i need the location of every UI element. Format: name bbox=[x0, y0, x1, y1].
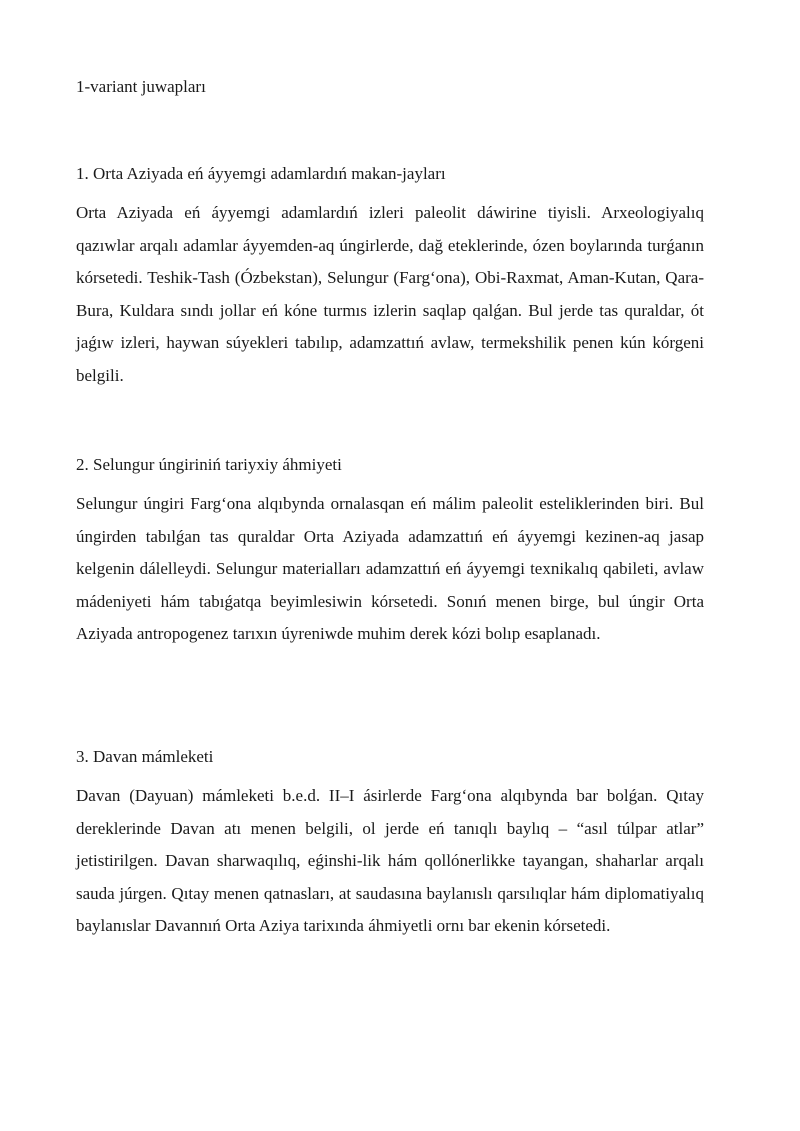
section-heading: 3. Davan mámleketi bbox=[76, 747, 214, 766]
section-paragraph: Davan (Dayuan) mámleketi b.e.d. II–I ásirlerde Farg‘ona alqıbynda bar bolǵan. Qıtay dereklerinde Davan atı menen belgili, ol jerde eń tanıqlı baylıq – “asıl túlpar atlar” jetistirilgen. Davan sharwaqılıq, eǵinshi-lik hám qollónerlikke tayangan, shaharlar arqalı sauda júrgen. Qıtay menen qatnasları, at saudasına baylanıslı qarsılıqlar hám diplomatiyalıq baylanıslar Davannıń Orta Aziya tarixında áhmiyetli ornı bar ekenin kórsetedi. bbox=[76, 786, 704, 936]
section-davan bbox=[76, 746, 704, 943]
section-makan-jaylari bbox=[76, 163, 704, 393]
section-heading: 2. Selungur úngiriniń tariyxiy áhmiyeti bbox=[76, 455, 342, 474]
section-paragraph: Selungur úngiri Farg‘ona alqıbynda ornalasqan eń málim paleolit esteliklerinden biri. Bul úngirden tabılǵan tas quraldar Orta Aziyada adamzattıń eń áyyemgi kezinen-aq jasap kelgenin dálelleydi. Selungur materialları adamzattıń eń áyyemgi texnikalıq qabileti, avlaw mádeniyeti hám tabıǵatqa beyimlesiwin kórsetedi. Sonıń menen birge, bul úngir Orta Aziyada antropogenez tarıxın úyreniwde muhim derek kózi bolıp esaplanadı. bbox=[76, 494, 704, 644]
document-title: 1-variant juwapları bbox=[76, 77, 206, 96]
section-selungur bbox=[76, 454, 704, 651]
section-heading: 1. Orta Aziyada eń áyyemgi adamlardıń makan-jayları bbox=[76, 164, 446, 183]
section-paragraph: Orta Aziyada eń áyyemgi adamlardıń izleri paleolit dáwirine tiyisli. Arxeologiyalıq qazıwlar arqalı adamlar áyyemden-aq úngirlerde, dağ eteklerinde, ózen boylarında turǵanın kórsetedi. Teshik-Tash (Ózbekstan), Selungur (Farg‘ona), Obi-Raxmat, Aman-Kutan, Qara-Bura, Kuldara sındı jollar eń kóne turmıs izlerin saqlap qalǵan. Bul jerde tas quraldar, ót jaǵıw izleri, haywan súyekleri tabılıp, adamzattıń avlaw, termekshilik penen kún kórgeni belgili. bbox=[76, 203, 704, 385]
